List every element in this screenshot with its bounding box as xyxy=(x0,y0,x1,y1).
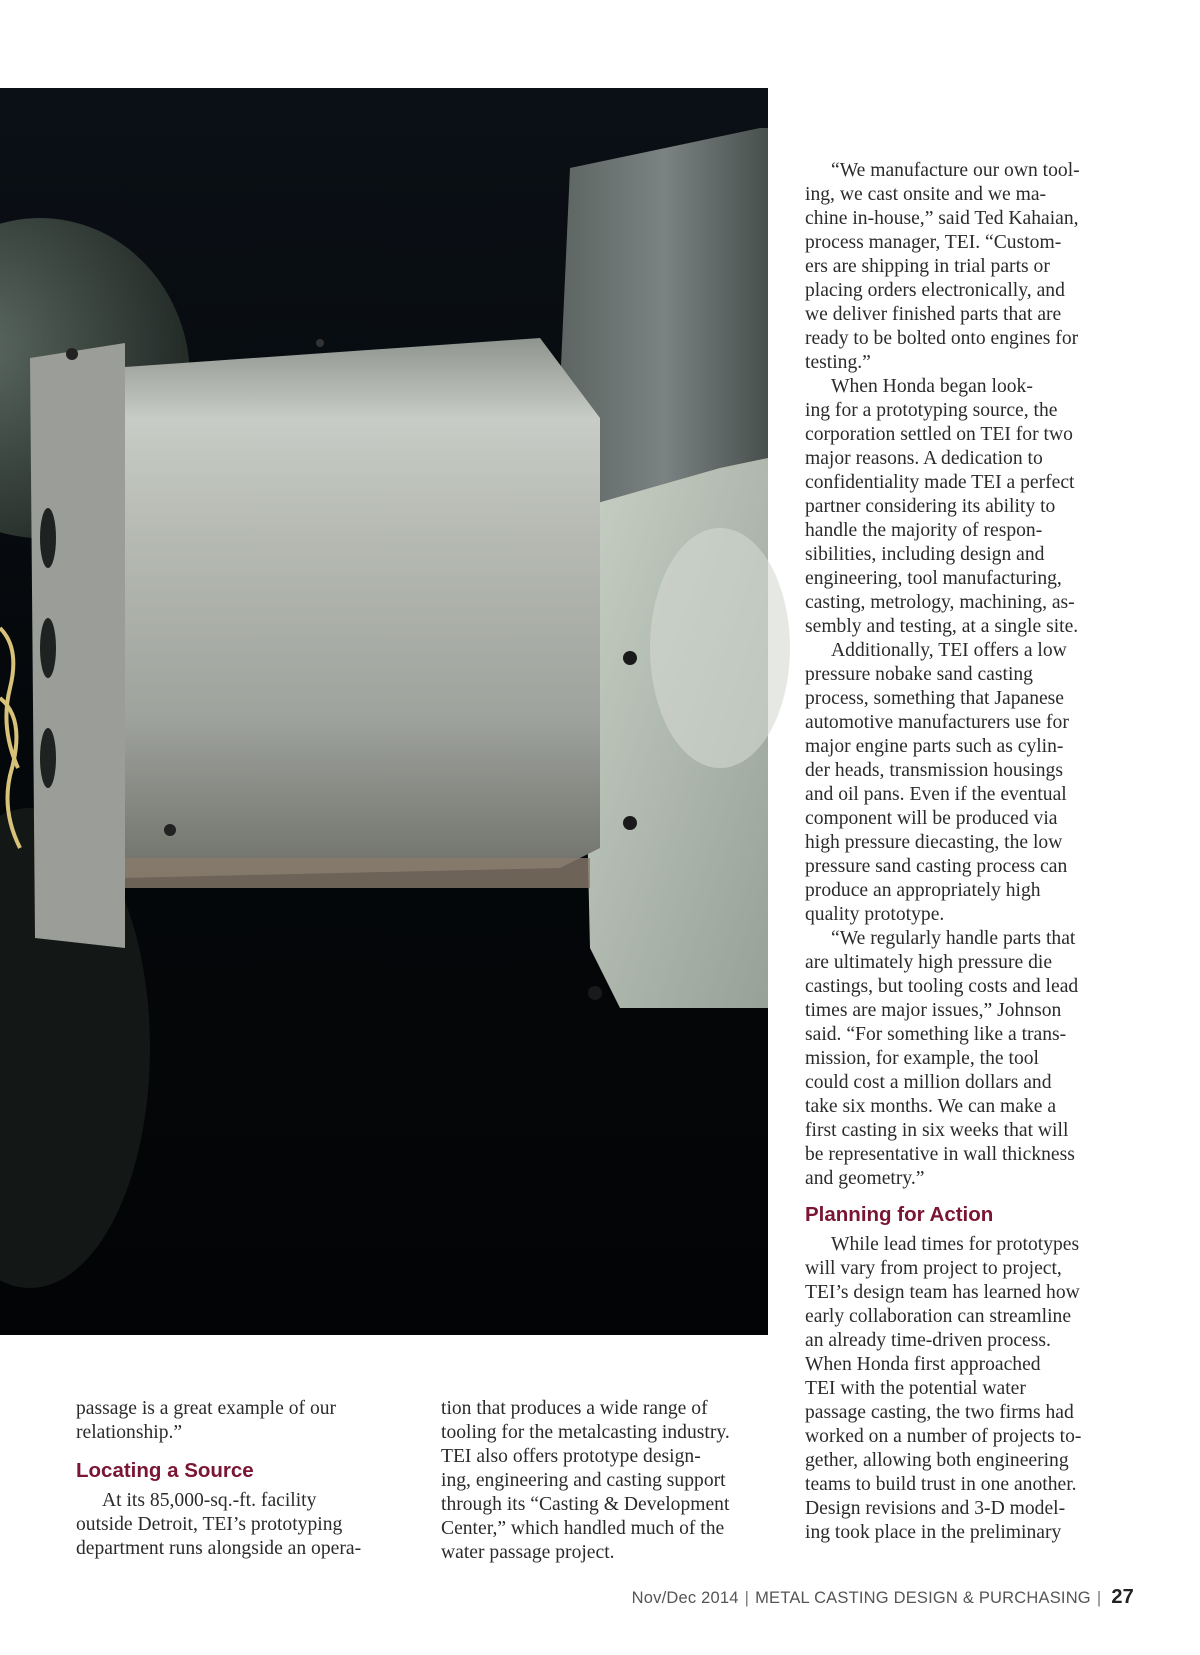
footer-date: Nov/Dec 2014 xyxy=(631,1589,739,1607)
text-line: process manager, TEI. “Custom- xyxy=(805,232,1062,253)
text-line: “We regularly handle parts that xyxy=(831,928,1076,949)
text-line: an already time-driven process. xyxy=(805,1330,1051,1351)
paragraph xyxy=(805,375,1125,639)
text-line: water passage project. xyxy=(441,1542,615,1563)
text-line: pressure nobake sand casting xyxy=(805,664,1033,685)
text-line: relationship.” xyxy=(76,1422,183,1443)
text-line: pressure sand casting process can xyxy=(805,856,1068,877)
text-line: tooling for the metalcasting industry. xyxy=(441,1422,730,1443)
text-line: “We manufacture our own tool- xyxy=(831,160,1080,181)
paragraph xyxy=(805,927,1125,1191)
right-column xyxy=(805,159,1125,1545)
text-line: automotive manufacturers use for xyxy=(805,712,1069,733)
text-line: ing, we cast onsite and we ma- xyxy=(805,184,1047,205)
text-line: ing, engineering and casting support xyxy=(441,1470,726,1491)
text-line: process, something that Japanese xyxy=(805,688,1065,709)
paragraph xyxy=(805,159,1125,375)
text-line: Additionally, TEI offers a low xyxy=(831,640,1067,661)
machine-illustration xyxy=(0,88,768,1335)
text-line: department runs alongside an opera- xyxy=(76,1538,362,1559)
text-line: high pressure diecasting, the low xyxy=(805,832,1063,853)
footer-separator-2: | xyxy=(1096,1589,1102,1607)
text-line: ers are shipping in trial parts or xyxy=(805,256,1050,277)
text-line: casting, metrology, machining, as- xyxy=(805,592,1075,613)
text-line: ing for a prototyping source, the xyxy=(805,400,1058,421)
text-line: first casting in six weeks that will xyxy=(805,1120,1069,1141)
text-line: engineering, tool manufacturing, xyxy=(805,568,1062,589)
footer-publication: METAL CASTING DESIGN & PURCHASING xyxy=(755,1589,1091,1607)
text-line: handle the majority of respon- xyxy=(805,520,1043,541)
text-line: Design revisions and 3-D model- xyxy=(805,1498,1066,1519)
text-line: der heads, transmission housings xyxy=(805,760,1063,781)
text-line: placing orders electronically, and xyxy=(805,280,1065,301)
paragraph xyxy=(76,1489,406,1561)
machine-photo xyxy=(0,88,768,1400)
text-line: confidentiality made TEI a perfect xyxy=(805,472,1075,493)
text-line: worked on a number of projects to- xyxy=(805,1426,1082,1447)
text-line: mission, for example, the tool xyxy=(805,1048,1039,1069)
text-line: could cost a million dollars and xyxy=(805,1072,1052,1093)
text-line: said. “For something like a trans- xyxy=(805,1024,1067,1045)
text-line: produce an appropriately high xyxy=(805,880,1041,901)
paragraph xyxy=(805,1233,1125,1545)
photo-caption: After casting, the water passage was machined and leak checked in-house. xyxy=(76,1384,602,1400)
text-line: sibilities, including design and xyxy=(805,544,1045,565)
text-line: we deliver finished parts that are xyxy=(805,304,1062,325)
text-line: component will be produced via xyxy=(805,808,1058,829)
text-line: testing.” xyxy=(805,352,871,373)
text-line: TEI with the potential water xyxy=(805,1378,1026,1399)
text-line: passage is a great example of our xyxy=(76,1398,337,1419)
text-line: TEI also offers prototype design- xyxy=(441,1446,701,1467)
text-line: early collaboration can streamline xyxy=(805,1306,1072,1327)
text-line: While lead times for prototypes xyxy=(831,1234,1080,1255)
middle-column xyxy=(441,1397,771,1565)
text-line: partner considering its ability to xyxy=(805,496,1056,517)
text-line: TEI’s design team has learned how xyxy=(805,1282,1080,1303)
text-line: tion that produces a wide range of xyxy=(441,1398,708,1419)
text-line: major reasons. A dedication to xyxy=(805,448,1043,469)
text-line: ing took place in the preliminary xyxy=(805,1522,1062,1543)
text-line: are ultimately high pressure die xyxy=(805,952,1053,973)
text-line: At its 85,000-sq.-ft. facility xyxy=(102,1490,317,1511)
text-line: teams to build trust in one another. xyxy=(805,1474,1077,1495)
text-line: take six months. We can make a xyxy=(805,1096,1057,1117)
text-line: through its “Casting & Development xyxy=(441,1494,730,1515)
section-heading-locating: Locating a Source xyxy=(76,1459,254,1482)
text-line: castings, but tooling costs and lead xyxy=(805,976,1079,997)
text-line: and oil pans. Even if the eventual xyxy=(805,784,1067,805)
paragraph xyxy=(805,639,1125,927)
text-line: corporation settled on TEI for two xyxy=(805,424,1073,445)
page-footer xyxy=(632,1586,1134,1609)
text-line: Center,” which handled much of the xyxy=(441,1518,725,1539)
text-line: sembly and testing, at a single site. xyxy=(805,616,1079,637)
text-line: be representative in wall thickness xyxy=(805,1144,1075,1165)
text-line: will vary from project to project, xyxy=(805,1258,1062,1279)
text-line: chine in-house,” said Ted Kahaian, xyxy=(805,208,1079,229)
text-line: times are major issues,” Johnson xyxy=(805,1000,1062,1021)
footer-separator: | xyxy=(744,1589,750,1607)
text-line: When Honda first approached xyxy=(805,1354,1041,1375)
text-line: When Honda began look- xyxy=(831,376,1033,397)
text-line: passage casting, the two firms had xyxy=(805,1402,1074,1423)
text-line: major engine parts such as cylin- xyxy=(805,736,1064,757)
text-line: gether, allowing both engineering xyxy=(805,1450,1069,1471)
page-number: 27 xyxy=(1111,1586,1134,1608)
text-line: ready to be bolted onto engines for xyxy=(805,328,1079,349)
text-line: quality prototype. xyxy=(805,904,945,925)
text-line: outside Detroit, TEI’s prototyping xyxy=(76,1514,343,1535)
section-heading-planning: Planning for Action xyxy=(805,1203,994,1226)
text-line: and geometry.” xyxy=(805,1168,925,1189)
left-column xyxy=(76,1397,406,1561)
